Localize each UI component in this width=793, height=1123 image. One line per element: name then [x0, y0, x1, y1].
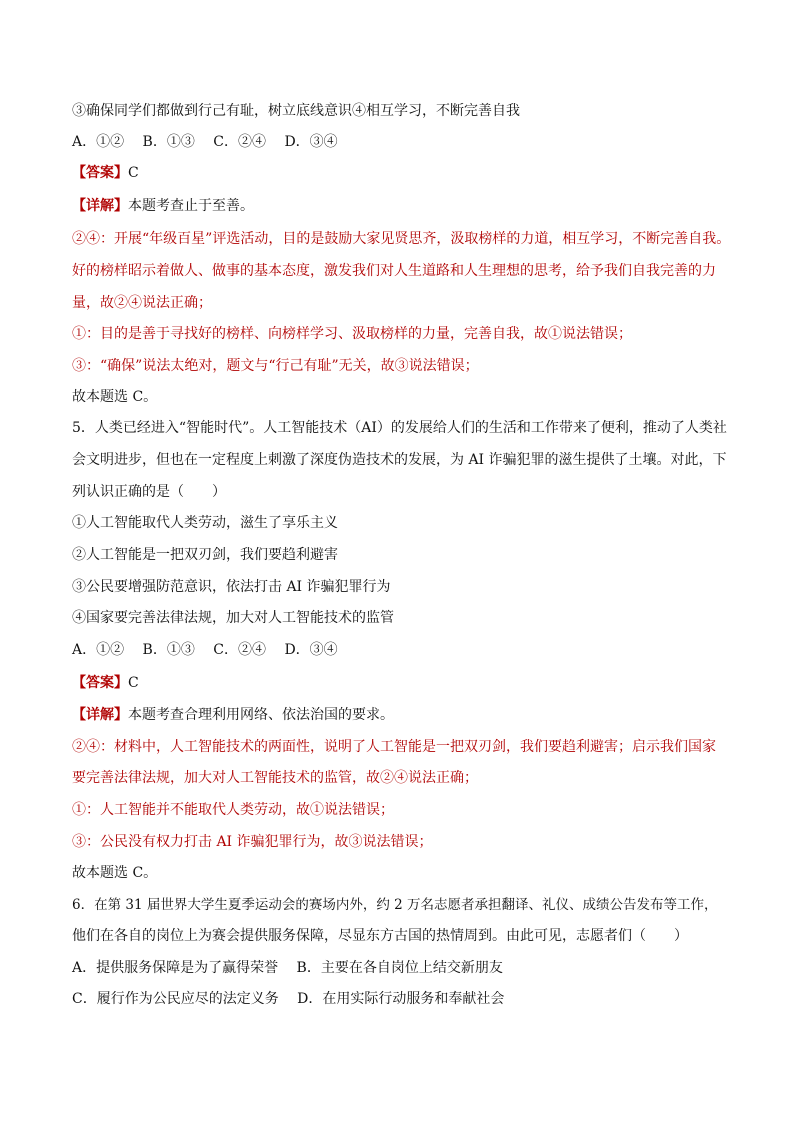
answer-value: C [128, 165, 139, 181]
q5-detail [72, 705, 394, 725]
q5-stem-line: 5．人类已经进入“智能时代”。人工智能技术（AI）的发展给人们的生活和工作带来了便利，推动了人类社 [72, 420, 727, 436]
q5-analysis-line: ③：公民没有权力打击 AI 诈骗犯罪行为，故③说法错误； [72, 834, 433, 850]
detail-tag: 【详解】 [72, 198, 128, 214]
q5-conclusion: 故本题选 C。 [72, 865, 158, 881]
answer-tag: 【答案】 [72, 675, 128, 691]
q5-option: ③公民要增强防范意识，依法打击 AI 诈骗犯罪行为 [72, 579, 391, 595]
q4-choices: A．①② B．①③ C．②④ D．③④ [72, 134, 338, 150]
q4-analysis-line: 好的榜样昭示着做人、做事的基本态度，激发我们对人生道路和人生理想的思考，给予我们自我完善的力 [72, 263, 716, 279]
q5-option: ②人工智能是一把双刃剑，我们要趋利避害 [72, 547, 338, 563]
q5-option: ①人工智能取代人类劳动，滋生了享乐主义 [72, 515, 338, 531]
q6-option-row: C．履行作为公民应尽的法定义务 D．在用实际行动服务和奉献社会 [72, 991, 505, 1007]
q5-analysis-line: ①：人工智能并不能取代人类劳动，故①说法错误； [72, 802, 394, 818]
detail-intro: 本题考查合理利用网络、依法治国的要求。 [128, 707, 394, 723]
q5-choices: A．①② B．①③ C．②④ D．③④ [72, 642, 338, 658]
detail-tag: 【详解】 [72, 707, 128, 723]
q5-answer [72, 673, 139, 693]
q5-stem-line: 列认识正确的是（ ） [72, 484, 226, 500]
detail-intro: 本题考查止于至善。 [128, 198, 254, 214]
q4-conclusion: 故本题选 C。 [72, 389, 158, 405]
q5-analysis-line: ②④：材料中，人工智能技术的两面性，说明了人工智能是一把双刃剑，我们要趋利避害；启示我们国家 [72, 739, 716, 755]
q4-analysis-line: ②④：开展“年级百星”评选活动，目的是鼓励大家见贤思齐，汲取榜样的力道，相互学习，不断完善自我。 [72, 231, 731, 247]
q6-stem-line: 他们在各自的岗位上为赛会提供服务保障，尽显东方古国的热情周到。由此可见，志愿者们（ ） [72, 928, 688, 944]
q4-detail [72, 196, 254, 216]
q4-analysis-line: 量，故②④说法正确； [72, 295, 212, 311]
q6-option-row: A．提供服务保障是为了赢得荣誉 B．主要在各自岗位上结交新朋友 [72, 960, 503, 976]
q4-option-3-4: ③确保同学们都做到行己有耻，树立底线意识④相互学习，不断完善自我 [72, 103, 520, 119]
q4-answer [72, 163, 139, 183]
q5-option: ④国家要完善法律法规，加大对人工智能技术的监管 [72, 610, 394, 626]
answer-value: C [128, 675, 139, 691]
q4-analysis-line: ①：目的是善于寻找好的榜样、向榜样学习、汲取榜样的力量，完善自我，故①说法错误； [72, 326, 632, 342]
q6-stem-line: 6．在第 31 届世界大学生夏季运动会的赛场内外，约 2 万名志愿者承担翻译、礼仪、成绩公告发布等工作， [72, 897, 718, 913]
answer-tag: 【答案】 [72, 165, 128, 181]
q5-stem-line: 会文明进步，但也在一定程度上刺激了深度伪造技术的发展，为 AI 诈骗犯罪的滋生提供了土壤。对此，下 [72, 452, 727, 468]
q4-analysis-line: ③：“确保”说法太绝对，题文与“行己有耻”无关，故③说法错误； [72, 358, 479, 374]
q5-analysis-line: 要完善法律法规，加大对人工智能技术的监管，故②④说法正确； [72, 770, 478, 786]
